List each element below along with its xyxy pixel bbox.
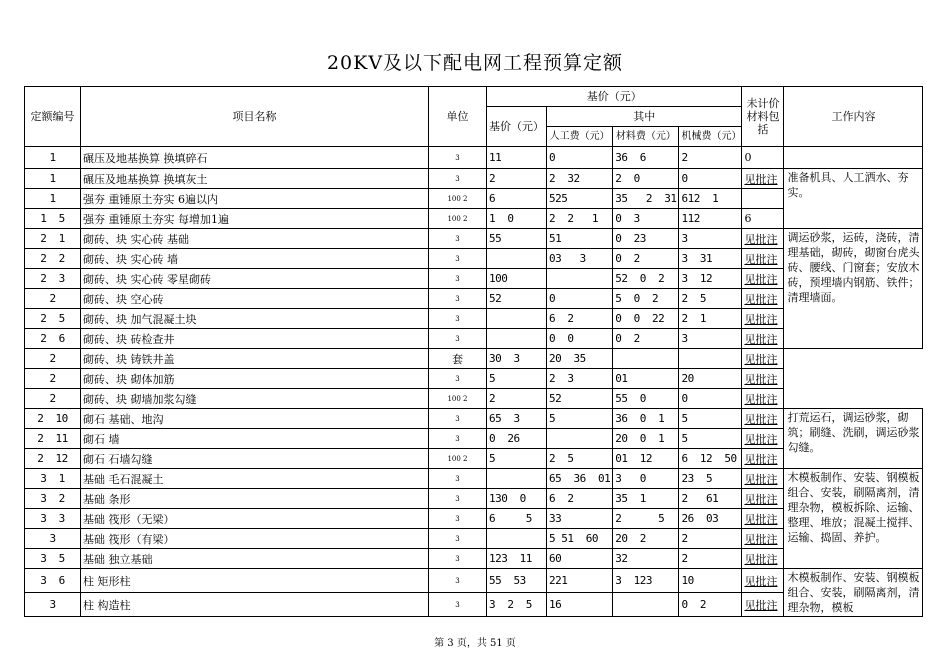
row-code: 1 [25,169,81,189]
row-material: 0 2 [613,329,679,349]
header-unpriced: 未计价材料包括 [742,87,784,147]
row-unpriced-material [742,189,784,209]
row-unpriced-material: 0 [742,147,784,169]
row-machine: 112 [679,209,742,229]
header-labor: 人工费（元） [547,127,613,147]
row-labor: 5 51 60 [547,529,613,549]
row-labor: 5 [547,409,613,429]
row-labor: 52 [547,389,613,409]
work-content: 木模板制作、安装、钢模板组合、安装，刷隔离剂，清理杂物，模板 [784,569,923,617]
quota-table [24,86,923,617]
row-code: 1 [25,147,81,169]
row-material: 2 5 [613,509,679,529]
row-name: 砌石 墙 [81,429,429,449]
work-content-empty [784,147,923,169]
table-row [25,147,923,169]
row-unit: 3 [429,489,487,509]
row-labor: 03 3 [547,249,613,269]
row-unit: 3 [429,369,487,389]
row-base-price: 55 53 [487,569,547,593]
row-unit: 3 [429,289,487,309]
row-labor: 6 2 [547,489,613,509]
row-code: 2 [25,349,81,369]
row-machine: 5 [679,429,742,449]
row-labor [547,269,613,289]
work-content: 木模板制作、安装、钢模板组合、安装，刷隔离剂，清理杂物，模板拆除、运输、整理、堆放；混凝土搅拌、运输、捣固、养护。 [784,469,923,569]
row-material: 0 0 22 [613,309,679,329]
row-code: 2 5 [25,309,81,329]
row-name: 柱 矩形柱 [81,569,429,593]
row-material: 0 3 [613,209,679,229]
row-labor: 2 5 [547,449,613,469]
row-name: 基础 独立基础 [81,549,429,569]
row-material: 35 2 31 [613,189,679,209]
row-name: 砌砖、块 空心砖 [81,289,429,309]
row-machine: 3 [679,229,742,249]
row-base-price: 55 [487,229,547,249]
row-code: 3 [25,593,81,617]
row-name: 基础 筏形（有梁） [81,529,429,549]
row-unpriced-material[interactable]: 见批注 [742,429,784,449]
row-code: 3 [25,529,81,549]
row-machine: 612 1 [679,189,742,209]
row-name: 砌砖、块 砌体加筋 [81,369,429,389]
row-material [613,593,679,617]
row-machine: 0 [679,169,742,189]
row-code: 1 [25,189,81,209]
row-base-price [487,329,547,349]
row-material: 52 0 2 [613,269,679,289]
row-code: 2 3 [25,269,81,289]
row-name: 柱 构造柱 [81,593,429,617]
work-content: 准备机具、人工洒水、夯实。 [784,169,923,229]
row-code: 3 6 [25,569,81,593]
row-base-price: 3 2 5 [487,593,547,617]
row-code: 2 12 [25,449,81,469]
table-row [25,469,923,489]
row-unit: 3 [429,169,487,189]
row-base-price [487,249,547,269]
table-row [25,389,923,409]
row-code: 3 2 [25,489,81,509]
row-name: 强夯 重锤原土夯实 6遍以内 [81,189,429,209]
row-code: 2 10 [25,409,81,429]
row-unit: 100 2 [429,209,487,229]
row-machine: 0 2 [679,593,742,617]
row-unpriced-material[interactable]: 见批注 [742,329,784,349]
row-name: 基础 筏形（无梁） [81,509,429,529]
row-name: 砌砖、块 实心砖 基础 [81,229,429,249]
row-unpriced-material[interactable]: 见批注 [742,289,784,309]
row-name: 砌砖、块 铸铁井盖 [81,349,429,369]
row-base-price: 30 3 [487,349,547,369]
row-labor: 0 [547,147,613,169]
row-unit: 3 [429,249,487,269]
row-unpriced-material[interactable]: 见批注 [742,549,784,569]
row-machine: 20 [679,369,742,389]
row-material: 36 0 1 [613,409,679,429]
header-code: 定额编号 [25,87,81,147]
row-base-price [487,469,547,489]
row-name: 砌石 石墙勾缝 [81,449,429,469]
row-machine: 2 61 [679,489,742,509]
row-unpriced-material[interactable]: 见批注 [742,469,784,489]
row-base-price [487,309,547,329]
work-content: 打荒运石，调运砂浆，砌筑；刷缝、洗刷，调运砂浆勾缝。 [784,409,923,469]
row-base-price: 5 [487,449,547,469]
row-labor [547,429,613,449]
row-machine: 3 31 [679,249,742,269]
row-unpriced-material[interactable]: 见批注 [742,409,784,429]
header-work: 工作内容 [784,87,923,147]
row-unpriced-material[interactable]: 见批注 [742,169,784,189]
row-labor: 6 2 [547,309,613,329]
row-unit: 100 2 [429,449,487,469]
row-material: 55 0 [613,389,679,409]
row-unit: 3 [429,469,487,489]
row-code: 2 2 [25,249,81,269]
table-row [25,569,923,593]
row-material: 2 0 [613,169,679,189]
table-row [25,369,923,389]
row-name: 碾压及地基换算 换填碎石 [81,147,429,169]
header-of-which: 其中 [547,107,742,127]
row-labor: 16 [547,593,613,617]
row-machine: 26 03 [679,509,742,529]
row-unpriced-material[interactable]: 见批注 [742,449,784,469]
row-base-price: 6 [487,189,547,209]
row-material: 01 [613,369,679,389]
row-material: 35 1 [613,489,679,509]
header-machine: 机械费（元） [679,127,742,147]
row-machine: 6 12 50 [679,449,742,469]
row-unpriced-material: 6 [742,209,784,229]
row-name: 砌砖、块 砖检查井 [81,329,429,349]
row-machine: 23 5 [679,469,742,489]
row-material: 3 123 [613,569,679,593]
row-name: 砌砖、块 实心砖 零星砌砖 [81,269,429,289]
row-name: 砌砖、块 砌墙加浆勾缝 [81,389,429,409]
row-labor: 0 0 [547,329,613,349]
row-material: 0 2 [613,249,679,269]
row-name: 砌砖、块 实心砖 墙 [81,249,429,269]
row-machine [679,349,742,369]
row-machine: 3 12 [679,269,742,289]
row-labor: 0 [547,289,613,309]
work-content: 调运砂浆，运砖，浇砖，清理基础，砌砖，砌窗台虎头砖、腰线、门窗套；安放木砖，预埋墙内钢筋、铁件；清理墙面。 [784,229,923,349]
row-material: 0 23 [613,229,679,249]
row-machine: 2 5 [679,289,742,309]
row-labor: 525 [547,189,613,209]
row-name: 基础 条形 [81,489,429,509]
row-unpriced-material[interactable]: 见批注 [742,309,784,329]
row-material: 20 0 1 [613,429,679,449]
row-unpriced-material[interactable]: 见批注 [742,269,784,289]
header-base-price-group: 基价（元） [487,87,742,107]
row-name: 强夯 重锤原土夯实 每增加1遍 [81,209,429,229]
table-row [25,349,923,369]
row-machine: 10 [679,569,742,593]
table-row [25,229,923,249]
table-row [25,169,923,189]
header-material: 材料费（元） [613,127,679,147]
page-title: 20KV及以下配电网工程预算定额 [326,52,624,74]
row-material: 5 0 2 [613,289,679,309]
row-unpriced-material[interactable]: 见批注 [742,369,784,389]
row-unit: 3 [429,593,487,617]
row-unit: 100 2 [429,189,487,209]
row-base-price: 65 3 [487,409,547,429]
row-unit: 3 [429,529,487,549]
row-unit: 套 [429,349,487,369]
row-unpriced-material[interactable]: 见批注 [742,509,784,529]
row-material: 20 2 [613,529,679,549]
row-labor: 51 [547,229,613,249]
row-machine: 0 [679,389,742,409]
row-base-price [487,529,547,549]
row-code: 2 [25,389,81,409]
header-name: 项目名称 [81,87,429,147]
row-base-price: 1 0 [487,209,547,229]
row-material: 3 0 [613,469,679,489]
row-code: 3 5 [25,549,81,569]
row-material [613,349,679,369]
row-unit: 3 [429,409,487,429]
row-unit: 3 [429,269,487,289]
row-machine: 2 [679,549,742,569]
row-unpriced-material[interactable]: 见批注 [742,229,784,249]
row-unit: 3 [429,229,487,249]
table-row [25,409,923,429]
row-material: 32 [613,549,679,569]
row-unpriced-material[interactable]: 见批注 [742,349,784,369]
row-base-price: 100 [487,269,547,289]
row-name: 碾压及地基换算 换填灰土 [81,169,429,189]
row-unit: 3 [429,147,487,169]
row-unit: 3 [429,429,487,449]
row-labor: 2 32 [547,169,613,189]
row-base-price: 0 26 [487,429,547,449]
row-labor: 221 [547,569,613,593]
row-material: 36 6 [613,147,679,169]
row-code: 2 6 [25,329,81,349]
row-machine: 5 [679,409,742,429]
row-labor: 60 [547,549,613,569]
row-code: 2 [25,289,81,309]
row-code: 2 11 [25,429,81,449]
row-code: 1 5 [25,209,81,229]
header-unit: 单位 [429,87,487,147]
row-unpriced-material[interactable]: 见批注 [742,489,784,509]
row-labor: 65 36 01 [547,469,613,489]
row-unit: 3 [429,509,487,529]
row-unit: 3 [429,569,487,593]
row-machine: 2 1 [679,309,742,329]
row-machine: 2 [679,147,742,169]
row-unit: 100 2 [429,389,487,409]
row-code: 3 3 [25,509,81,529]
row-base-price: 52 [487,289,547,309]
row-code: 2 [25,369,81,389]
row-unpriced-material[interactable]: 见批注 [742,593,784,617]
page-footer: 第 3 页，共 51 页 [434,638,516,649]
row-unit: 3 [429,329,487,349]
row-base-price: 5 [487,369,547,389]
row-code: 3 1 [25,469,81,489]
row-unpriced-material[interactable]: 见批注 [742,389,784,409]
table-body [25,147,923,617]
row-name: 基础 毛石混凝土 [81,469,429,489]
row-machine: 3 [679,329,742,349]
row-unpriced-material[interactable]: 见批注 [742,569,784,593]
row-base-price: 123 11 [487,549,547,569]
row-machine: 2 [679,529,742,549]
row-unpriced-material[interactable]: 见批注 [742,249,784,269]
row-labor: 20 35 [547,349,613,369]
row-name: 砌砖、块 加气混凝土块 [81,309,429,329]
row-base-price: 6 5 [487,509,547,529]
row-unit: 3 [429,309,487,329]
row-code: 2 1 [25,229,81,249]
row-labor: 2 3 [547,369,613,389]
row-base-price: 130 0 [487,489,547,509]
row-unpriced-material[interactable]: 见批注 [742,529,784,549]
row-material: 01 12 [613,449,679,469]
row-name: 砌石 基础、地沟 [81,409,429,429]
header-base-price: 基价（元） [487,107,547,147]
row-labor: 33 [547,509,613,529]
row-unit: 3 [429,549,487,569]
row-base-price: 2 [487,389,547,409]
row-base-price: 2 [487,169,547,189]
row-base-price: 11 [487,147,547,169]
row-labor: 2 2 1 [547,209,613,229]
